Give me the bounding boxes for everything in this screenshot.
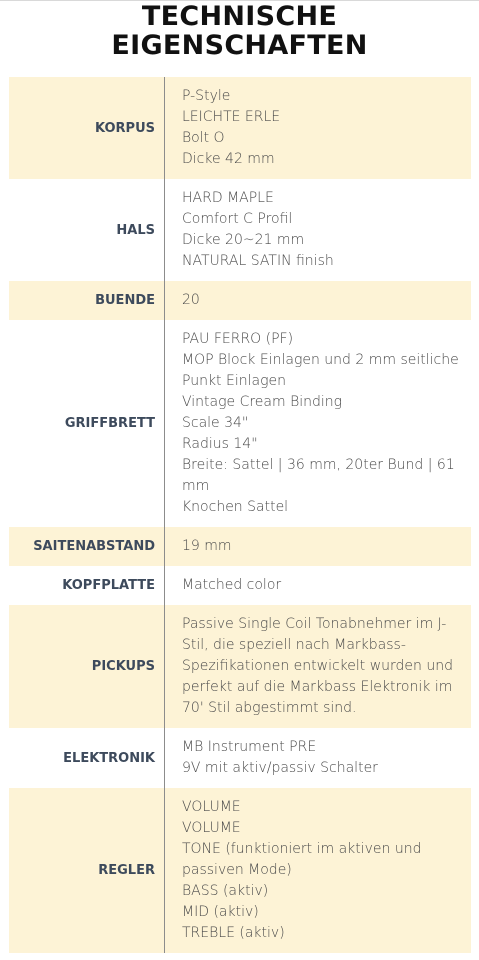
spec-value-line: LEICHTE ERLE [182, 109, 281, 125]
spec-value-line: VOLUME [182, 820, 241, 836]
spec-label: KORPUS [9, 77, 165, 179]
spec-value-line: VOLUME [182, 799, 241, 815]
spec-value-line: 19 mm [182, 538, 232, 554]
spec-table [9, 77, 471, 953]
spec-label: REGLER [9, 788, 165, 953]
spec-value [165, 788, 471, 953]
spec-value-line: 20 [182, 292, 200, 308]
spec-value-line: Matched color [182, 577, 282, 593]
spec-value-line: TREBLE (aktiv) [182, 925, 285, 941]
spec-label: HALS [9, 179, 165, 281]
spec-row-elektronik [9, 728, 471, 788]
spec-value [165, 77, 471, 179]
spec-value-line: PAU FERRO (PF) [182, 331, 294, 347]
spec-row-korpus [9, 77, 471, 179]
spec-label: SAITENABSTAND [9, 527, 165, 566]
spec-row-regler [9, 788, 471, 953]
spec-value [165, 728, 471, 788]
spec-value-line: Dicke 42 mm [182, 151, 275, 167]
spec-label: GRIFFBRETT [9, 320, 165, 527]
spec-row-kopfplatte [9, 566, 471, 605]
spec-value-line: Passive Single Coil Tonabnehmer im J-Stil, die speziell nach Markbass-Spezifikationen entwickelt wurden und perfekt auf die Markbass Elektronik im 70' Stil abgestimmt sind. [182, 616, 453, 716]
spec-label: ELEKTRONIK [9, 728, 165, 788]
spec-row-pickups [9, 605, 471, 728]
page-title-line-2: EIGENSCHAFTEN [111, 30, 368, 61]
spec-value [165, 566, 471, 605]
spec-value-line: 9V mit aktiv/passiv Schalter [182, 760, 378, 776]
spec-value-line: MID (aktiv) [182, 904, 259, 920]
spec-row-griffbrett [9, 320, 471, 527]
spec-value-line: Bolt O [182, 130, 225, 146]
spec-value-line: Scale 34" [182, 415, 249, 431]
spec-row-saitenabstand [9, 527, 471, 566]
spec-value-line: BASS (aktiv) [182, 883, 269, 899]
spec-value-line: Knochen Sattel [182, 499, 289, 515]
spec-value-line: Vintage Cream Binding [182, 394, 343, 410]
spec-row-hals [9, 179, 471, 281]
page-title-line-1: TECHNISCHE [141, 1, 338, 32]
spec-row-buende [9, 281, 471, 320]
spec-value-line: NATURAL SATIN finish [182, 253, 334, 269]
spec-value-line: MB Instrument PRE [182, 739, 317, 755]
spec-value-line: Dicke 20~21 mm [182, 232, 305, 248]
spec-label: PICKUPS [9, 605, 165, 728]
spec-value-line: HARD MAPLE [182, 190, 274, 206]
spec-value [165, 179, 471, 281]
spec-value-line: Breite: Sattel | 36 mm, 20ter Bund | 61 mm [182, 457, 455, 494]
spec-value [165, 281, 471, 320]
spec-value [165, 605, 471, 728]
spec-value-line: Radius 14" [182, 436, 258, 452]
spec-label: BUENDE [9, 281, 165, 320]
spec-value-line: MOP Block Einlagen und 2 mm seitliche Punkt Einlagen [182, 352, 459, 389]
spec-value-line: TONE (funktioniert im aktiven und passiven Mode) [182, 841, 422, 878]
page-title [0, 2, 479, 60]
spec-value-line: P-Style [182, 88, 231, 104]
spec-value [165, 320, 471, 527]
spec-label: KOPFPLATTE [9, 566, 165, 605]
spec-value-line: Comfort C Profil [182, 211, 293, 227]
spec-value [165, 527, 471, 566]
